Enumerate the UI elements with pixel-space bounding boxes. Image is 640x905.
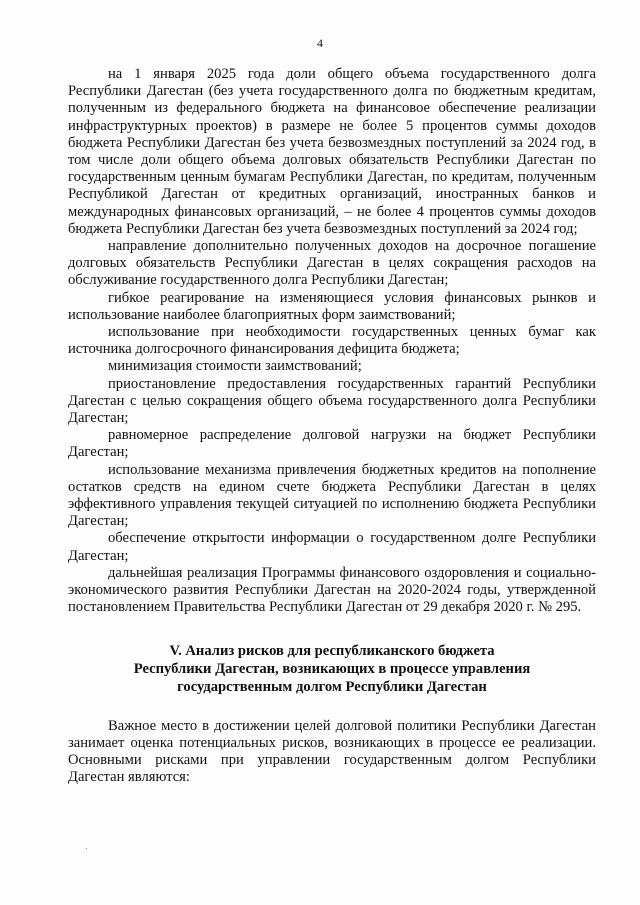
document-body: [68, 66, 596, 786]
section-heading-line-2: Республики Дагестан, возникающих в процессе управления: [133, 660, 531, 677]
paragraph-risk-intro: Важное место в достижении целей долговой политики Республики Дагестан занимает оценка потенциальных рисков, возникающих в процессе ее реализации. Основными рисками при управлении государственным долгом Республики Дагестан являются:: [68, 717, 596, 786]
paragraph-openness: обеспечение открытости информации о государственном долге Республики Дагестан;: [68, 530, 596, 564]
paragraph-load-distribution: равномерное распределение долговой нагрузки на бюджет Республики Дагестан;: [68, 427, 596, 461]
scan-speck: [86, 848, 87, 849]
section-heading-line-3: государственным долгом Республики Дагестан: [177, 678, 487, 695]
paragraph-budget-credits: использование механизма привлечения бюджетных кредитов на пополнение остатков средств на едином счете бюджета Республики Дагестан в целях эффективного управления текущей ситуацией по исполнению бюджета Республики Дагестан;: [68, 461, 596, 530]
paragraph-cost-minimization: минимизация стоимости заимствований;: [108, 358, 362, 375]
paragraph-flexible-response: гибкое реагирование на изменяющиеся условия финансовых рынков и использование наиболее благоприятных форм заимствований;: [68, 289, 596, 323]
paragraph-debt-share: на 1 января 2025 года доли общего объема государственного долга Республики Дагестан (без учета государственного долга по бюджетным кредитам, полученным из федерального бюджета на финансовое обеспечение реализации инфраструктурных проектов) в размере не более 5 процентов суммы доходов бюджета Республики Дагестан без учета безвозмездных поступлений за 2024 год, в том числе доли общего объема долговых обязательств Республики Дагестан по государственным ценным бумагам Республики Дагестан, по кредитам, полученным Республикой Дагестан от кредитных организаций, иностранных банков и международных финансовых организаций, – не более 4 процентов суммы доходов бюджета Республики Дагестан без учета безвозмездных поступлений за 2024 год;: [68, 66, 596, 237]
section-heading: [68, 642, 596, 696]
section-heading-line-1: V. Анализ рисков для республиканского бюджета: [169, 642, 495, 659]
paragraph-guarantee-suspension: приостановление предоставления государственных гарантий Республики Дагестан с целью сокращения общего объема государственного долга Республики Дагестан;: [68, 375, 596, 427]
page-number: 4: [317, 36, 323, 50]
paragraph-program-implementation: дальнейшая реализация Программы финансового оздоровления и социально-экономического развития Республики Дагестан на 2020-2024 годы, утвержденной постановлением Правительства Республики Дагестан от 29 декабря 2020 г. № 295.: [68, 564, 596, 616]
paragraph-securities-usage: использование при необходимости государственных ценных бумаг как источника долгосрочного финансирования дефицита бюджета;: [68, 324, 596, 358]
paragraph-early-repayment: направление дополнительно полученных доходов на досрочное погашение долговых обязательств Республики Дагестан в целях сокращения расходов на обслуживание государственного долга Республики Дагестан;: [68, 238, 596, 289]
